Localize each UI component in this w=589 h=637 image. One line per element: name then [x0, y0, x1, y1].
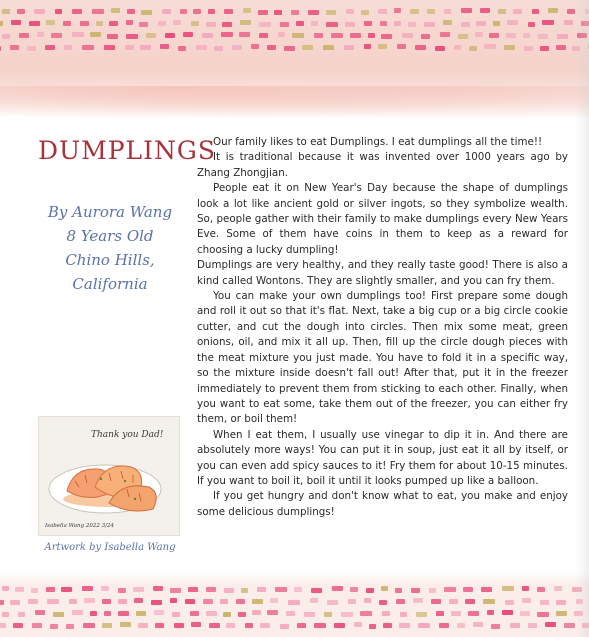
pattern-dash — [136, 611, 146, 616]
pattern-dash — [324, 612, 332, 617]
pattern-dash — [383, 623, 392, 628]
pattern-dash — [118, 588, 126, 593]
pattern-dash — [461, 22, 470, 27]
pattern-dash — [118, 599, 127, 604]
pattern-dash — [444, 587, 456, 592]
pattern-dash — [469, 46, 477, 51]
pattern-dash — [274, 10, 282, 15]
pattern-dash — [221, 32, 233, 37]
article-paragraph: Dumplings are very healthy, and they really taste good! There is also a kind called Wontons. They are slightly smaller, and you can fry them. — [197, 259, 568, 287]
pattern-dash — [381, 34, 392, 39]
pattern-dash — [368, 33, 375, 38]
pattern-dash — [51, 33, 62, 38]
pattern-dash — [46, 20, 55, 25]
pattern-dash — [348, 599, 356, 604]
pattern-dash — [270, 598, 278, 603]
pattern-dash — [354, 622, 362, 627]
pattern-dash — [540, 46, 549, 51]
pattern-dash — [252, 610, 261, 615]
pattern-dash — [418, 623, 430, 628]
pattern-dash — [257, 587, 266, 592]
top-band-brushstroke — [0, 86, 589, 120]
pattern-dash — [10, 600, 20, 605]
pattern-dash — [394, 21, 401, 26]
pattern-dash — [196, 45, 207, 50]
pattern-dash — [134, 598, 143, 603]
pattern-dash — [209, 623, 220, 628]
byline-state: California — [72, 275, 148, 293]
pattern-dash — [476, 21, 486, 26]
pattern-dash — [416, 612, 427, 617]
pattern-dash — [109, 21, 118, 26]
pattern-dash — [10, 45, 19, 50]
pattern-dash — [80, 21, 89, 26]
pattern-dash — [111, 8, 120, 13]
pattern-dash — [232, 45, 242, 50]
pattern-dash — [380, 21, 387, 26]
pattern-dash — [323, 45, 334, 50]
pattern-dash — [304, 612, 315, 617]
pattern-dash — [487, 610, 494, 615]
pattern-dash — [331, 33, 343, 38]
pattern-dash — [382, 611, 390, 616]
pattern-dash — [258, 10, 268, 15]
pattern-dash — [522, 598, 531, 603]
pattern-dash — [429, 588, 436, 593]
pattern-dash — [280, 22, 289, 27]
pattern-dash — [203, 599, 213, 604]
article-paragraph: When I eat them, I usually use vinegar to dip it in. And there are absolutely more ways! You can put it in soup, just eat it all by itself, or you can even add spicy sauces to it! Fry them for about 10-15 minutes. If you want to boil it, boil it until it looks pumped up like a balloon. — [197, 428, 568, 487]
pattern-dash — [326, 22, 338, 27]
article-paragraph: You can make your own dumplings too! First prepare some dough and roll it out so that it's flat. Next, take a big cup or a big circle cookie cutter, and cut the dough into circles. Then mix some meat, green onions, oil, and mix it all up. Then, fill up the circle dough pieces with the meat mixture you just made. You have to fold it in a specific way, so the mixture inside doesn't fall out! After that, put it in the freezer immediately to prevent them from sticking to each other. Finally, when you want to eat some, take them out of the freezer, you can either fry them, or boil them! — [197, 290, 568, 426]
pattern-dash — [151, 600, 162, 605]
pattern-dash — [522, 586, 529, 591]
pattern-dash — [502, 586, 514, 591]
pattern-dash — [15, 587, 24, 592]
pattern-dash — [236, 599, 245, 604]
pattern-dash — [243, 8, 251, 13]
pattern-dash — [394, 8, 401, 13]
pattern-dash — [174, 623, 184, 628]
pattern-dash — [19, 33, 29, 38]
pattern-dash — [275, 587, 287, 592]
pattern-dash — [127, 9, 135, 14]
pattern-dash — [120, 622, 131, 627]
pattern-dash — [548, 8, 558, 13]
pattern-dash — [72, 9, 82, 14]
pattern-dash — [454, 45, 461, 50]
pattern-dash — [314, 33, 323, 38]
pattern-dash — [483, 599, 495, 604]
pattern-dash — [327, 600, 338, 605]
pattern-dash — [400, 612, 407, 617]
pattern-dash — [402, 33, 413, 38]
pattern-dash — [69, 599, 77, 604]
pattern-dash — [556, 45, 566, 50]
pattern-dash — [191, 622, 201, 627]
pattern-dash — [222, 22, 232, 27]
pattern-dash — [528, 22, 535, 27]
pattern-dash — [468, 611, 479, 616]
pattern-dash — [126, 20, 133, 25]
pattern-dash — [146, 33, 156, 38]
pattern-dash — [84, 598, 95, 603]
pattern-dash — [439, 623, 449, 628]
pattern-dash — [13, 623, 23, 628]
pattern-dash — [395, 588, 402, 593]
pattern-dash — [491, 624, 500, 629]
pattern-dash — [226, 623, 235, 628]
pattern-dash — [180, 9, 187, 14]
pattern-dash — [72, 610, 83, 615]
article-paragraph: People eat it on New Year's Day because the shape of dumplings look a lot like ancient gold or silver ingots, so they symbolize wealth. So, people gather with their family to make dumplings every New Years Eve. Some of them have coins in them to keep as a reward for choosing a lucky dumpling! — [197, 182, 568, 256]
pattern-dash — [364, 21, 372, 26]
pattern-dash — [188, 587, 198, 592]
pattern-dash — [267, 45, 276, 50]
pattern-dash — [528, 623, 537, 628]
pattern-dash — [158, 21, 166, 26]
pattern-dash — [502, 610, 513, 615]
pattern-dash — [523, 33, 530, 38]
pattern-dash — [457, 623, 465, 628]
pattern-dash — [537, 612, 549, 617]
pattern-dash — [292, 33, 304, 38]
pattern-dash — [82, 586, 93, 591]
pattern-dash — [504, 45, 515, 50]
article-body — [197, 135, 568, 520]
pattern-dash — [92, 9, 104, 14]
pattern-dash — [364, 44, 371, 49]
pattern-dash — [141, 10, 152, 15]
pattern-dash — [178, 46, 186, 51]
pattern-dash — [173, 20, 181, 25]
pattern-dash — [506, 33, 516, 38]
pattern-dash — [50, 624, 58, 629]
pattern-dash — [102, 599, 111, 604]
pattern-dash — [104, 611, 111, 616]
pattern-dash — [101, 586, 109, 591]
pattern-dash — [379, 600, 387, 605]
pattern-dash — [183, 32, 193, 37]
pattern-dash — [118, 611, 129, 616]
pattern-dash — [34, 9, 45, 14]
pattern-dash — [314, 623, 326, 628]
pattern-dash — [0, 46, 1, 51]
pattern-dash — [251, 44, 259, 49]
pattern-dash — [37, 32, 44, 37]
pattern-dash — [302, 45, 313, 50]
pattern-dash — [153, 586, 163, 591]
pattern-dash — [364, 598, 371, 603]
pattern-dash — [185, 599, 195, 604]
pattern-dash — [465, 599, 475, 604]
pattern-dash — [344, 45, 354, 50]
pattern-dash — [399, 623, 410, 628]
pattern-dash — [245, 623, 253, 628]
pattern-dash — [155, 623, 164, 628]
pattern-dash — [341, 612, 353, 617]
pattern-dash — [567, 9, 575, 14]
pattern-dash — [310, 598, 318, 603]
pattern-dash — [556, 611, 567, 616]
pattern-dash — [17, 9, 25, 14]
pattern-dash — [538, 34, 548, 39]
pattern-dash — [410, 9, 419, 14]
pattern-dash — [63, 21, 71, 26]
artwork-signature: Isabella Wang 2022 3/24 — [45, 523, 114, 529]
pattern-dash — [436, 611, 444, 616]
pattern-dash — [564, 623, 575, 628]
pattern-dash — [413, 598, 423, 603]
pattern-dash — [35, 610, 45, 615]
artwork-caption: Artwork by Isabella Wang — [44, 542, 176, 553]
pattern-dash — [311, 588, 322, 593]
article-paragraph: It is traditional because it was invented over 1000 years ago by Zhang Zhongjian. — [197, 151, 568, 179]
pattern-dash — [82, 45, 94, 50]
pattern-dash — [427, 9, 435, 14]
pattern-dash — [11, 20, 21, 25]
pattern-dash — [435, 46, 445, 51]
pattern-dash — [537, 587, 545, 592]
pattern-dash — [202, 33, 213, 38]
pattern-dash — [557, 34, 568, 39]
pattern-dash — [408, 22, 416, 27]
pattern-dash — [378, 44, 387, 49]
pattern-dash — [510, 623, 520, 628]
pattern-dash — [545, 622, 556, 627]
pattern-dash — [126, 34, 138, 39]
pattern-dash — [170, 598, 177, 603]
pattern-dash — [397, 44, 406, 49]
pattern-dash — [311, 21, 318, 26]
pattern-dash — [443, 20, 452, 25]
pattern-dash — [172, 612, 180, 617]
top-dash-pattern — [0, 4, 589, 56]
pattern-dash — [104, 45, 115, 50]
pattern-dash — [498, 9, 506, 14]
pattern-dash — [29, 21, 40, 26]
article-paragraph: Our family likes to eat Dumplings. I eat dumplings all the time!! — [213, 136, 543, 148]
pattern-dash — [55, 9, 62, 14]
pattern-dash — [308, 10, 319, 15]
byline-age: 8 Years Old — [66, 227, 154, 245]
pattern-dash — [224, 9, 233, 14]
pattern-dash — [378, 9, 387, 14]
pattern-dash — [294, 587, 302, 592]
pattern-dash — [154, 610, 164, 615]
pattern-dash — [286, 611, 295, 616]
pattern-dash — [267, 610, 278, 615]
pattern-dash — [346, 9, 354, 14]
pattern-dash — [241, 588, 248, 593]
artwork-drawing-text: Thank you Dad! — [91, 430, 164, 440]
pattern-dash — [160, 44, 169, 49]
pattern-dash — [2, 34, 10, 39]
pattern-dash — [0, 21, 3, 26]
author-byline — [30, 200, 190, 296]
pattern-dash — [239, 32, 250, 37]
page-edge-shadow — [575, 0, 589, 637]
pattern-dash — [139, 22, 148, 27]
pattern-dash — [0, 623, 6, 628]
pattern-dash — [206, 22, 216, 27]
pattern-dash — [493, 21, 500, 26]
pattern-dash — [2, 9, 10, 14]
pattern-dash — [524, 46, 533, 51]
pattern-dash — [291, 10, 299, 15]
pattern-dash — [259, 22, 271, 27]
pattern-dash — [278, 32, 285, 37]
dumpling-artwork — [38, 416, 180, 536]
pattern-dash — [284, 46, 295, 51]
pattern-dash — [61, 587, 72, 592]
pattern-dash — [214, 46, 223, 51]
pattern-dash — [461, 8, 472, 13]
pattern-dash — [64, 45, 72, 50]
pattern-dash — [489, 33, 499, 38]
pattern-dash — [520, 611, 530, 616]
pattern-dash — [421, 34, 430, 39]
pattern-dash — [45, 45, 55, 50]
pattern-dash — [554, 586, 562, 591]
pattern-dash — [564, 20, 573, 25]
pattern-dash — [451, 611, 461, 616]
pattern-dash — [532, 9, 539, 14]
byline-city: Chino Hills, — [65, 251, 155, 269]
article-paragraph: If you get hungry and don't know what to eat, you make and enjoy some delicious dumplings! — [197, 490, 568, 518]
pattern-dash — [440, 32, 450, 37]
pattern-dash — [32, 623, 42, 628]
pattern-dash — [326, 10, 336, 15]
pattern-dash — [540, 600, 549, 605]
pattern-dash — [90, 611, 97, 616]
pattern-dash — [458, 34, 468, 39]
pattern-dash — [507, 20, 518, 25]
pattern-dash — [224, 588, 234, 593]
pattern-dash — [240, 20, 251, 25]
pattern-dash — [424, 22, 435, 27]
pattern-dash — [396, 599, 405, 604]
bottom-dash-pattern — [0, 580, 589, 637]
pattern-dash — [296, 21, 304, 26]
pattern-dash — [449, 599, 458, 604]
pattern-dash — [556, 600, 566, 605]
pattern-dash — [208, 9, 215, 14]
pattern-dash — [90, 32, 101, 37]
article-title: DUMPLINGS — [38, 136, 216, 165]
pattern-dash — [350, 587, 358, 592]
pattern-dash — [31, 588, 38, 593]
pattern-dash — [165, 33, 175, 38]
pattern-dash — [334, 623, 345, 628]
pattern-dash — [360, 611, 372, 616]
pattern-dash — [381, 586, 388, 591]
pattern-dash — [259, 33, 268, 38]
pattern-dash — [366, 588, 374, 593]
pattern-dash — [480, 8, 490, 13]
pattern-dash — [350, 33, 361, 38]
pattern-dash — [260, 623, 270, 628]
pattern-dash — [481, 587, 492, 592]
pattern-dash — [361, 10, 369, 15]
pattern-dash — [53, 612, 64, 617]
pattern-dash — [83, 623, 95, 628]
pattern-dash — [191, 21, 199, 26]
pattern-dash — [190, 611, 199, 616]
pattern-dash — [96, 21, 103, 26]
pattern-dash — [18, 612, 25, 617]
pattern-dash — [463, 587, 473, 592]
pattern-dash — [411, 588, 420, 593]
pattern-dash — [102, 623, 112, 628]
pattern-dash — [206, 611, 217, 616]
pattern-dash — [206, 587, 216, 592]
pattern-dash — [66, 624, 74, 629]
pattern-dash — [162, 9, 171, 14]
pattern-dash — [2, 586, 9, 591]
pattern-dash — [473, 622, 483, 627]
pattern-dash — [505, 600, 514, 605]
pattern-dash — [107, 34, 118, 39]
pattern-dash — [415, 45, 426, 50]
pattern-dash — [46, 587, 55, 592]
pattern-dash — [484, 44, 496, 49]
pattern-dash — [345, 22, 355, 27]
pattern-dash — [170, 588, 181, 593]
pattern-dash — [513, 9, 522, 14]
pattern-dash — [297, 623, 306, 628]
pattern-dash — [193, 9, 201, 14]
pattern-dash — [444, 9, 451, 14]
pattern-dash — [27, 46, 36, 51]
pattern-dash — [125, 45, 134, 50]
byline-author: By Aurora Wang — [47, 203, 173, 221]
pattern-dash — [138, 623, 148, 628]
pattern-dash — [47, 599, 59, 604]
pattern-dash — [0, 600, 4, 605]
pattern-dash — [238, 612, 246, 617]
pattern-dash — [369, 624, 376, 629]
pattern-dash — [140, 45, 151, 50]
pattern-dash — [288, 600, 300, 605]
pattern-dash — [252, 599, 263, 604]
pattern-dash — [542, 20, 554, 25]
pattern-dash — [133, 587, 144, 592]
pattern-dash — [475, 32, 483, 37]
pattern-dash — [332, 586, 343, 591]
pattern-dash — [431, 599, 441, 604]
pattern-dash — [280, 624, 289, 629]
pattern-dash — [220, 599, 228, 604]
pattern-dash — [72, 32, 84, 37]
pattern-dash — [28, 599, 38, 604]
pattern-dash — [223, 612, 231, 617]
pattern-dash — [2, 612, 9, 617]
